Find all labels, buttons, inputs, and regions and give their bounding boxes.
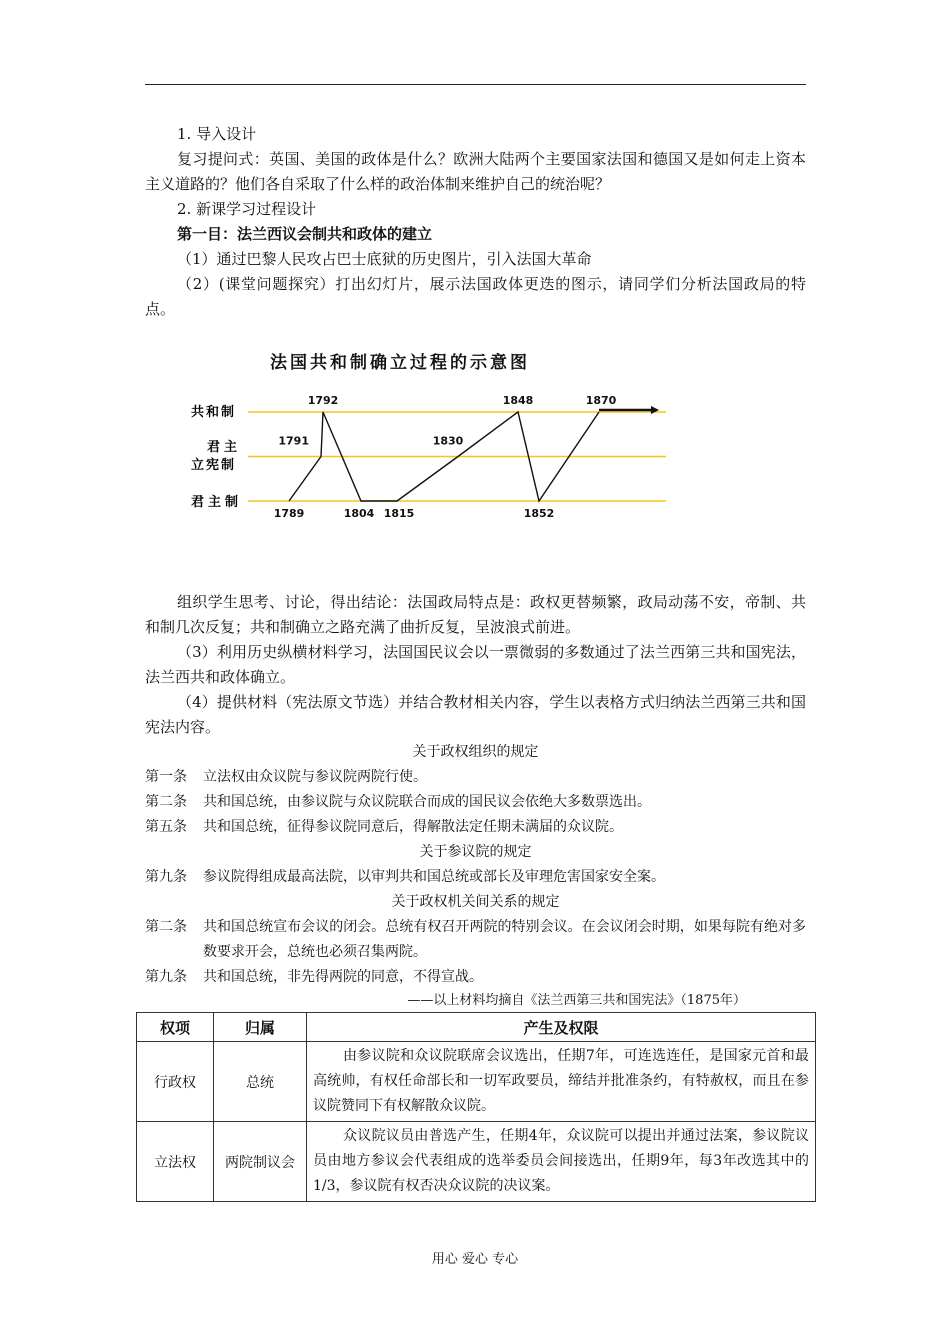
header-rule xyxy=(145,84,806,85)
item-2: （2）(课堂问题探究）打出幻灯片，展示法国政体更迭的图示，请同学们分析法国政局的特点。 xyxy=(145,275,806,318)
cell-owner: 总统 xyxy=(214,1042,307,1122)
regime-chart-svg xyxy=(173,340,673,540)
table-row xyxy=(137,1122,816,1202)
year-label-1870: 1870 xyxy=(585,394,617,407)
item-1: （1）通过巴黎人民攻占巴士底狱的历史图片，引入法国大革命 xyxy=(177,250,592,268)
article-number: 第一条 xyxy=(145,769,187,785)
table-header-row xyxy=(137,1013,816,1042)
regime-chart xyxy=(145,322,806,590)
document-body xyxy=(145,122,809,1202)
chart-title: 法国共和制确立过程的示意图 xyxy=(270,353,530,373)
article-number: 第二条 xyxy=(145,794,187,810)
heading-organization: 关于政权组织的规定 xyxy=(412,744,539,760)
article-9 xyxy=(145,865,806,890)
heading-senate: 关于参议院的规定 xyxy=(419,844,532,860)
powers-table xyxy=(136,1012,816,1202)
level-label-constitutional-2: 立宪制 xyxy=(191,458,237,473)
year-label-1852: 1852 xyxy=(523,507,555,520)
header-right: 权项 xyxy=(137,1013,214,1042)
article-number: 第五条 xyxy=(145,819,187,835)
article-text: 共和国总统，征得参议院同意后，得解散法定任期未满届的众议院。 xyxy=(203,819,623,835)
article-2b xyxy=(145,915,806,965)
article-text: 共和国总统宣布会议的闭会。总统有权召开两院的特别会议。在会议闭会时期，如果每院有绝对多数要求开会，总统也必须召集两院。 xyxy=(203,919,806,960)
year-label-1792: 1792 xyxy=(307,394,339,407)
year-label-1815: 1815 xyxy=(383,507,415,520)
article-number: 第二条 xyxy=(145,919,187,935)
year-label-1848: 1848 xyxy=(502,394,534,407)
article-number: 第九条 xyxy=(145,869,187,885)
cell-detail: 众议院议员由普选产生，任期4年，众议院可以提出并通过法案，参议院议员由地方参议会代表组成的选举委员会间接选出，任期9年，每3年改选其中的1/3，参议院有权否决众议院的决议案。 xyxy=(307,1122,816,1202)
year-label-1804: 1804 xyxy=(343,507,375,520)
level-label-constitutional-1: 君主 xyxy=(207,440,242,455)
article-text: 共和国总统，由参议院与众议院联合而成的国民议会依绝大多数票选出。 xyxy=(203,794,651,810)
source-note: ——以上材料均摘自《法兰西第三共和国宪法》（1875年） xyxy=(407,993,746,1008)
level-label-monarchy: 君主制 xyxy=(191,495,243,510)
cell-right: 行政权 xyxy=(137,1042,214,1122)
year-label-1830: 1830 xyxy=(432,434,464,448)
cell-detail: 由参议院和众议院联席会议选出，任期7年，可连选连任，是国家元首和最高统帅，有权任命部长和一切军政要员，缔结并批准条约，有特赦权，而且在参议院赞同下有权解散众议院。 xyxy=(307,1042,816,1122)
conclusion-paragraph: 组织学生思考、讨论，得出结论：法国政局特点是：政权更替频繁，政局动荡不安，帝制、共和制几次反复；共和制确立之路充满了曲折反复，呈波浪式前进。 xyxy=(145,593,806,636)
year-label-1789: 1789 xyxy=(273,507,305,520)
article-9b xyxy=(145,965,806,990)
table-row xyxy=(137,1042,816,1122)
heading-intro: 1. 导入设计 xyxy=(177,125,257,143)
year-label-1791: 1791 xyxy=(278,434,309,448)
article-text: 参议院得组成最高法院，以审判共和国总统或部长及审理危害国家安全案。 xyxy=(203,869,665,885)
article-number: 第九条 xyxy=(145,969,187,985)
article-text: 共和国总统，非先得两院的同意，不得宣战。 xyxy=(203,969,483,985)
heading-process: 2. 新课学习过程设计 xyxy=(177,200,317,218)
cell-owner: 两院制议会 xyxy=(214,1122,307,1202)
article-5 xyxy=(145,815,806,840)
header-detail: 产生及权限 xyxy=(307,1013,816,1042)
cell-right: 立法权 xyxy=(137,1122,214,1202)
article-1 xyxy=(145,765,806,790)
article-2 xyxy=(145,790,806,815)
section-title: 第一目：法兰西议会制共和政体的建立 xyxy=(177,225,433,243)
item-3: （3）利用历史纵横材料学习，法国国民议会以一票微弱的多数通过了法兰西第三共和国宪法，法兰西共和政体确立。 xyxy=(145,643,806,686)
intro-paragraph: 复习提问式：英国、美国的政体是什么？欧洲大陆两个主要国家法国和德国又是如何走上资本主义道路的？他们各自采取了什么样的政治体制来维护自己的统治呢？ xyxy=(145,150,806,193)
heading-relations: 关于政权机关间关系的规定 xyxy=(391,894,560,910)
page-footer: 用心 爱心 专心 xyxy=(431,1252,519,1267)
level-label-republic: 共和制 xyxy=(191,405,237,420)
item-4: （4）提供材料（宪法原文节选）并结合教材相关内容，学生以表格方式归纳法兰西第三共和国宪法内容。 xyxy=(145,693,806,736)
header-owner: 归属 xyxy=(214,1013,307,1042)
article-text: 立法权由众议院与参议院两院行使。 xyxy=(203,769,427,785)
